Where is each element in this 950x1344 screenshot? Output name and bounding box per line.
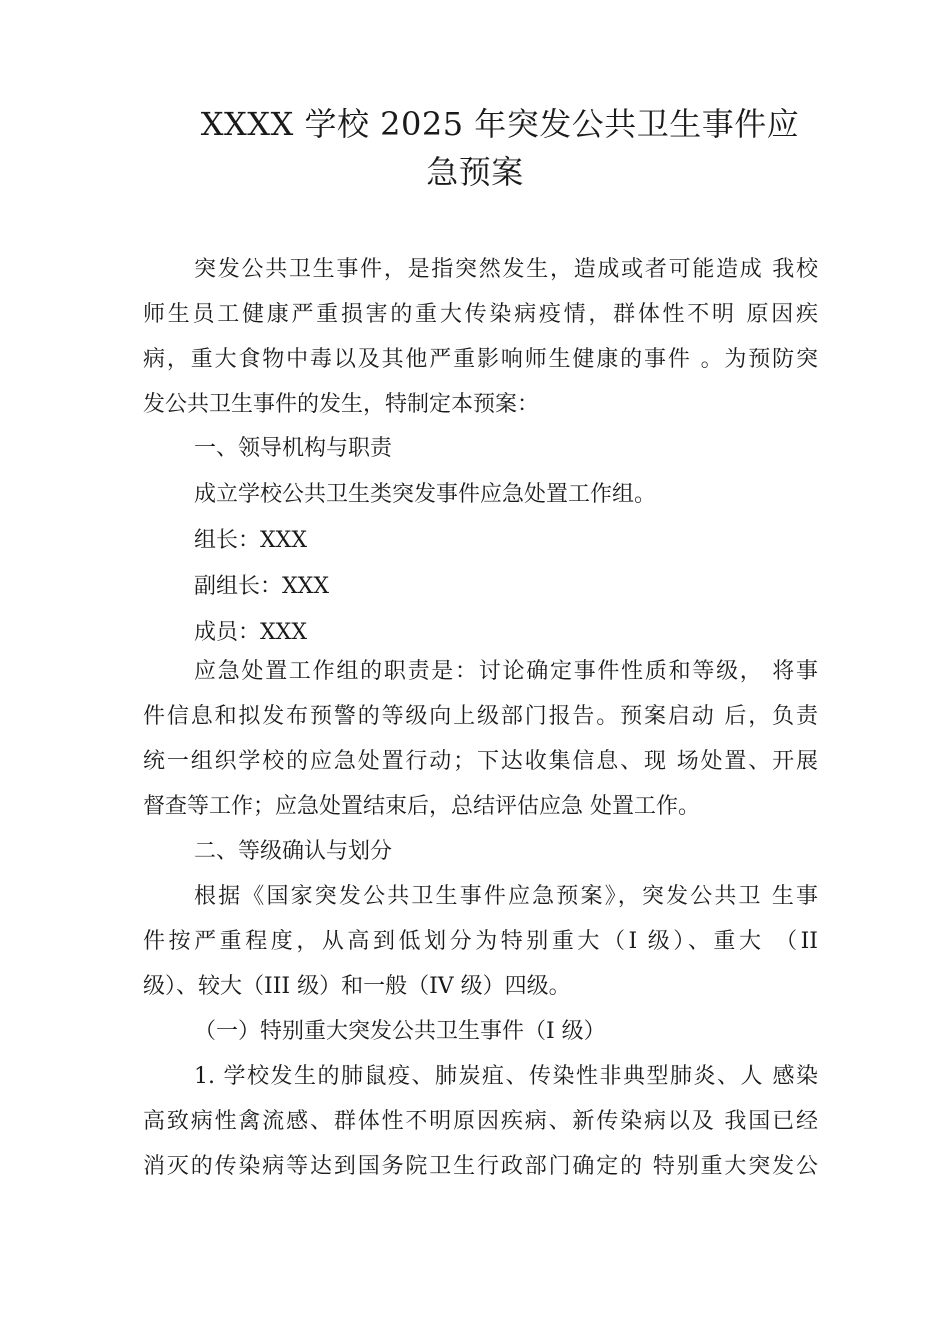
body-text-line: 副组长：XXX [194,574,329,599]
document-title-line-2: 急预案 [426,153,524,191]
body-text-line: 组长：XXX [194,528,307,553]
body-text-line: 督查等工作；应急处置结束后，总结评估应急 处置工作。 [143,794,700,819]
body-text-line: 师生员工健康严重损害的重大传染病疫情，群体性不明 原因疾 [143,302,818,327]
body-text-line: 一、领导机构与职责 [194,436,393,461]
document-title-line-1: XXXX 学校 2025 年突发公共卫生事件应 [200,105,800,143]
body-text-line: 消灭的传染病等达到国务院卫生行政部门确定的 特别重大突发公 [143,1154,818,1179]
body-text-line: 件按严重程度，从高到低划分为特别重大（I 级）、重大 （II [143,929,818,954]
body-text-line: 级）、较大（III 级）和一般（IV 级）四级。 [143,974,571,999]
body-text-line: 成立学校公共卫生类突发事件应急处置工作组。 [194,482,657,507]
body-text-line: 高致病性禽流感、群体性不明原因疾病、新传染病以及 我国已经 [143,1109,818,1134]
body-text-line: （一）特别重大突发公共卫生事件（I 级） [194,1019,606,1044]
body-text-line: 突发公共卫生事件，是指突然发生，造成或者可能造成 我校 [194,257,818,282]
body-text-line: 统一组织学校的应急处置行动；下达收集信息、现 场处置、开展 [143,749,818,774]
body-text-line: 应急处置工作组的职责是：讨论确定事件性质和等级， 将事 [194,659,818,684]
body-text-line: 根据《国家突发公共卫生事件应急预案》，突发公共卫 生事 [194,884,818,909]
body-text-line: 二、等级确认与划分 [194,839,393,864]
body-text-line: 件信息和拟发布预警的等级向上级部门报告。预案启动 后，负责 [143,704,818,729]
body-text-line: 1. 学校发生的肺鼠疫、肺炭疽、传染性非典型肺炎、人 感染 [194,1064,818,1089]
body-text-line: 成员：XXX [194,620,307,645]
body-text-line: 发公共卫生事件的发生，特制定本预案： [143,392,540,417]
body-text-line: 病，重大食物中毒以及其他严重影响师生健康的事件 。为预防突 [143,347,818,372]
